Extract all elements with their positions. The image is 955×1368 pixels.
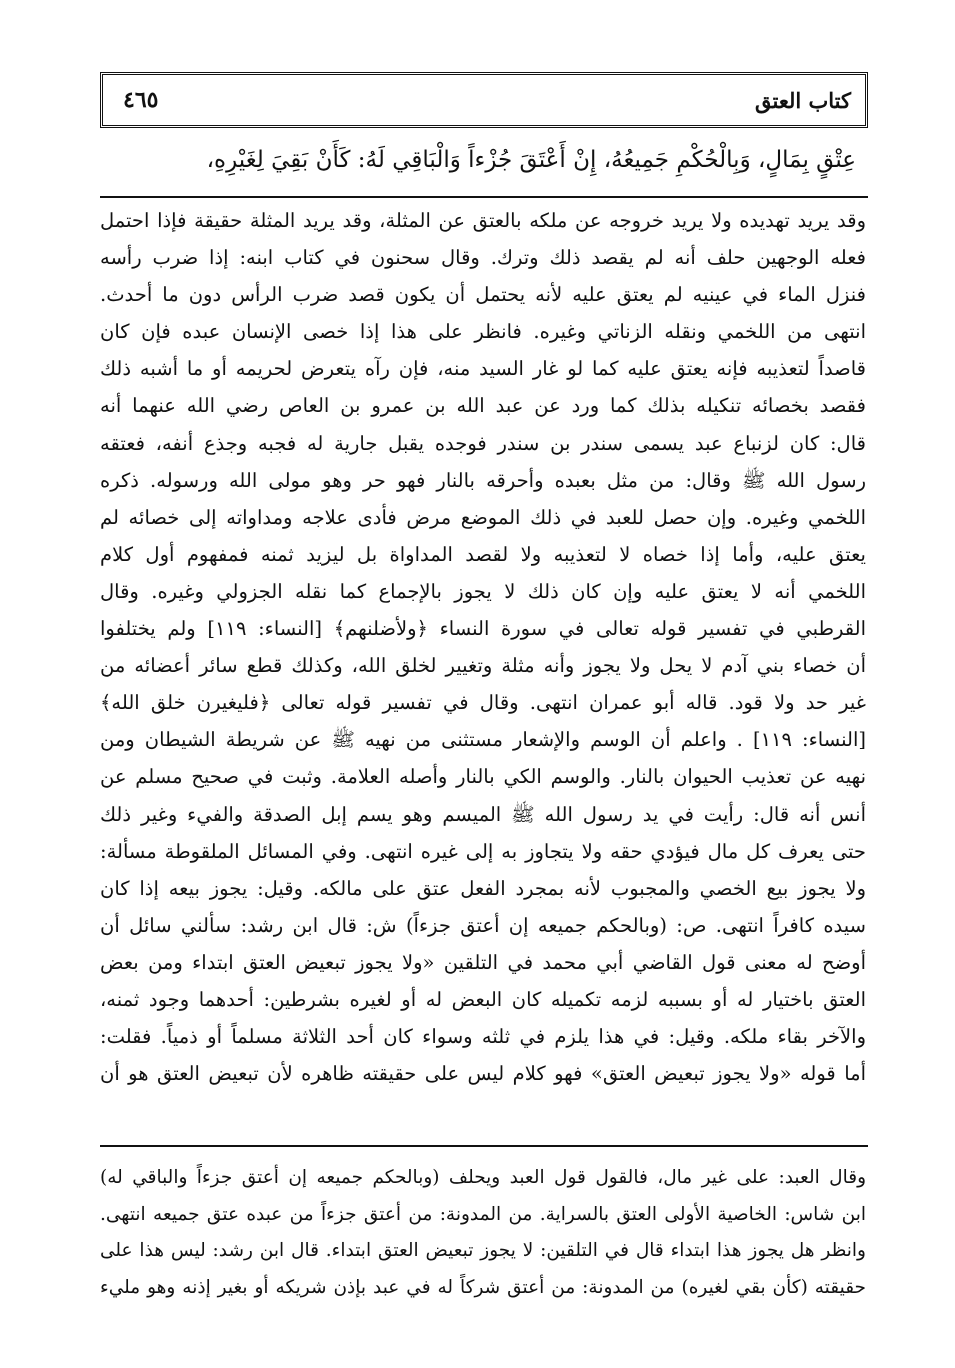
commentary-line: فعله الوجهين حلف أنه لم يقصد ذلك وترك. وقال سحنون في كتاب ابنه: إذا ضرب رأسه — [100, 246, 866, 270]
commentary-line: قاصداً لتعذيبه فإنه يعتق عليه كما لو غار السيد منه، فإن رآه يتعرض لحريمه أو ما أشبه ذلك — [100, 357, 866, 381]
commentary-line: فنزل الماء في عينيه لم يعتق عليه لأنه يحتمل أن يكون قصد ضرب الرأس دون ما أحدث. — [100, 283, 866, 307]
commentary-line: أما قوله «ولا يجوز تبعيض العتق» فهو كلام ليس على حقيقته ظاهره لأن تبعيض العتق هو أن — [100, 1062, 866, 1086]
footnote-line: حقيقته (كأن بقي لغيره) من المدونة: من أعتق شركاً له في عبد بإذن شريكه أو بغير إذنه وهو مليء — [100, 1276, 866, 1298]
footnote-divider — [100, 1145, 868, 1147]
commentary-line: اللخمي أنه لا يعتق عليه وإن كان ذلك لا يجوز بالإجماع كما نقله الجزولي وغيره. وقال — [100, 579, 866, 603]
footnote-line: وانظر هل يجوز هذا ابتداء قال في التلقين: لا يجوز تبعيض العتق ابتداء. قال ابن رشد: ليس هذا على — [100, 1240, 866, 1261]
commentary-line: سيده كافراً انتهى. ص: (وبالحكم جميعه إن أعتق جزءاً) ش: قال ابن رشد: سألني سائل أن — [100, 913, 866, 937]
page-header — [100, 72, 868, 128]
commentary-line: القرطبي في تفسير قوله تعالى في سورة النساء ﴿ولأضلنهم﴾ [النساء: ١١٩] ولم يختلفوا — [100, 617, 866, 641]
commentary-line: اللخمي وغيره. وإن حصل للعبد في ذلك الموضع مرض فأدى علاجه ومداواته إلى خصائه لم — [100, 505, 866, 529]
commentary-line: يعتق عليه، وأما إذا خصاه لا لتعذيبه ولا لقصد المداواة بل ليزيد ثمنه فمفهوم أول كلام — [100, 542, 866, 566]
margin-notes — [100, 1160, 866, 1306]
commentary-line: وقد يريد تهديده ولا يريد خروجه عن ملكه بالعتق عن المثلة، وقد يريد المثلة حقيقة فإذا احتمل — [100, 209, 866, 232]
commentary-line: ولا يجوز بيع الخصي والمجبوب لأنه بمجرد الفعل عتق على مالكه. وقيل: يجوز بيعه إذا كان — [100, 876, 866, 900]
commentary-line: انتهى من اللخمي ونقله الزناتي وغيره. فانظر على هذا إذا خصى الإنسان عبده فإن كان — [100, 320, 866, 344]
commentary-line: نهيه عن تعذيب الحيوان بالنار. والوسم الكي بالنار وأصله العلامة. وثبت في صحيح مسلم عن — [100, 765, 866, 789]
commentary-line: قال: كان لزنباع عبد يسمى سندر بن سندر فوجده يقبل جارية له فجبه وجذع أنفه، فعتقه — [100, 431, 866, 455]
commentary-line: فقصد بخصائه تنكيله بذلك كما ورد عن عبد الله بن عمرو بن العاص رضي الله عنهما أنه — [100, 394, 866, 418]
commentary-line: حتى يعرف كل مال فيؤدي حقه ولا يتجاوز به إلى غيره انتهى. وفي المسائل الملقوطة مسألة: — [100, 839, 866, 863]
top-divider — [100, 196, 868, 198]
commentary-line: أوضح له معنى قول القاضي أبي محمد في التلقين «ولا يجوز تبعيض العتق ابتداء ومن بعض — [100, 950, 866, 974]
book-chapter-title: كتاب العتق — [754, 87, 851, 113]
commentary-line: [النساء: ١١٩] . واعلم أن الوسم والإشعار مستثنى من نهيه ﷺ عن شريطة الشيطان ومن — [100, 728, 866, 752]
main-text-matn: عِتْقٍ بِمَالٍ، وَبِالْحُكْمِ جَمِيعُهُ، إِنْ أَعْتَقَ جُزْءاً وَالْبَاقِي لَهُ: كَأَنْ بَقِيَ لِغَيْرِهِ، — [206, 147, 856, 173]
page-number: ٤٦٥ — [123, 87, 159, 113]
commentary-line: أن خصاء بني آدم لا يحل ولا يجوز وأنه مثلة وتغيير لخلق الله، وكذلك قطع سائر أعضائه من — [100, 654, 866, 678]
commentary-text — [100, 202, 866, 1092]
commentary-line: غير حد ولا قود. قاله أبو عمران انتهى. وقال في تفسير قوله تعالى ﴿فليغيرن خلق الله﴾ — [100, 691, 866, 715]
commentary-line: العتق باختيار له أو بسببه لزمه تكميله كان البعض له أو لغيره بشرطين: أحدهما وجود ثمنه، — [100, 987, 866, 1011]
footnote-line: ابن شاس: الخاصية الأولى العتق بالسراية. من المدونة: من أعتق جزءاً من عبده عتق جميعه انتهى. — [100, 1203, 866, 1225]
footnote-line: وقال العبد: على غير مال، فالقول قول العبد ويحلف (وبالحكم جميعه إن أعتق جزءاً والباقي له) — [100, 1167, 866, 1188]
commentary-line: رسول الله ﷺ وقال: من مثل بعبده وأحرقه بالنار فهو حر وهو مولى الله ورسوله. ذكره — [100, 468, 866, 492]
commentary-line: أنس أنه قال: رأيت في يد رسول الله ﷺ الميسم وهو يسم إبل الصدقة والفيء وغير ذلك — [100, 802, 866, 826]
commentary-line: والآخر بقاء ملكه. وقيل: في هذا يلزم في ثلثه وسواء كان أحد الثلاثة مسلماً أو ذمياً. فقلت: — [100, 1025, 866, 1049]
